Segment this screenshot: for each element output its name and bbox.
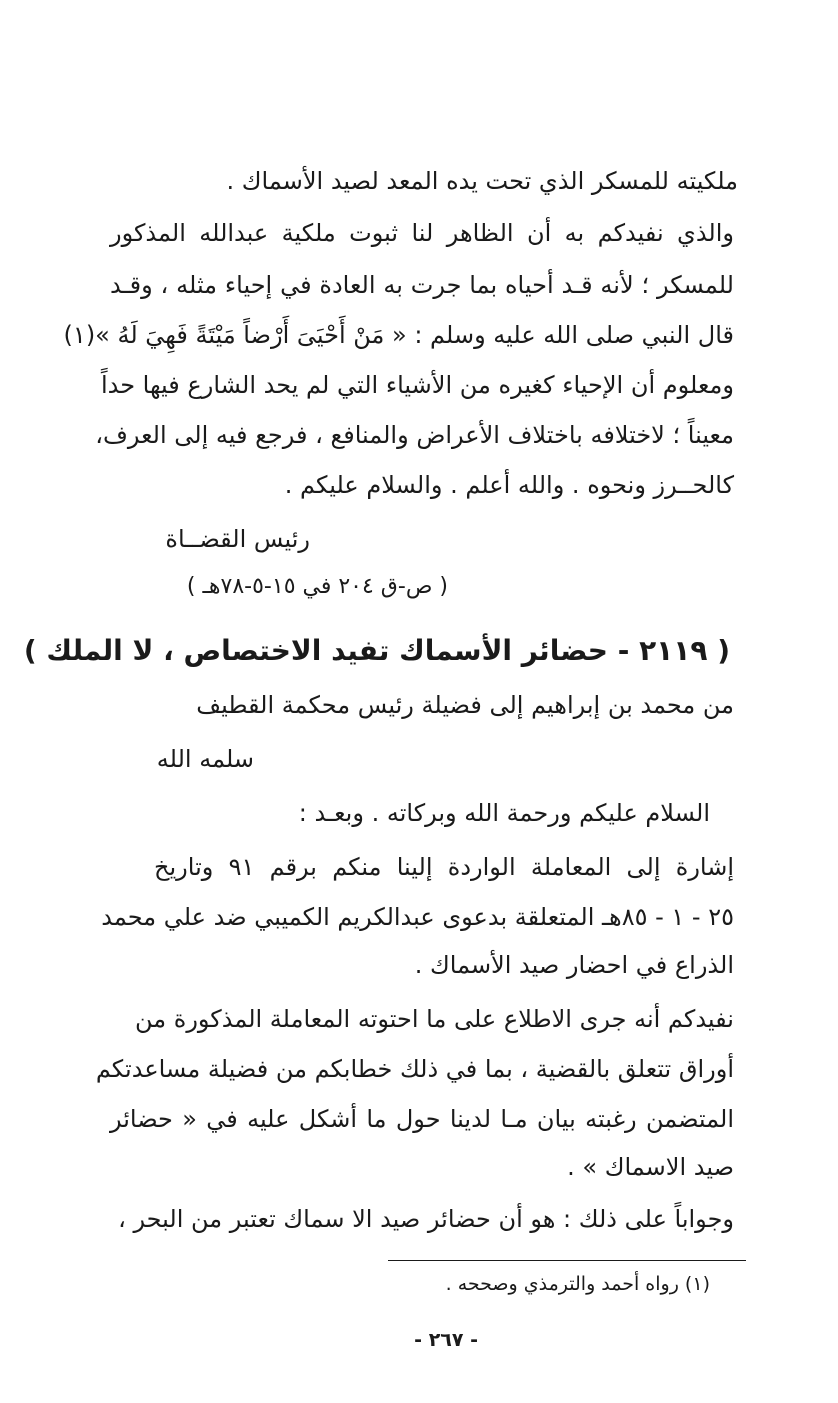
address-line: من محمد بن إبراهيم إلى فضيلة رئيس محكمة القطيف [196, 691, 734, 719]
text-line: للمسكر ؛ لأنه قـد أحياه بما جرت به العادة في إحياء مثله ، وقـد [110, 271, 734, 299]
text-line: والذي نفيدكم به أن الظاهر لنا ثبوت ملكية عبدالله المذكور [110, 219, 734, 247]
text-line: الذراع في احضار صيد الأسماك . [414, 951, 734, 979]
text-line: أوراق تتعلق بالقضية ، بما في ذلك خطابكم من فضيلة مساعدتكم [95, 1055, 734, 1083]
section-title: ( ٢١١٩ - حضائر الأسماك تفيد الاختصاص ، لا الملك ) [23, 634, 730, 667]
text-line: نفيدكم أنه جرى الاطلاع على ما احتوته المعاملة المذكورة من [134, 1005, 734, 1033]
text-line: وجواباً على ذلك : هو أن حضائر صيد الا سماك تعتبر من البحر ، [118, 1205, 734, 1233]
footnote-divider [388, 1260, 746, 1261]
text-line: ٢٥ - ١ - ٨٥هـ المتعلقة بدعوى عبدالكريم الكميبي ضد علي محمد [101, 903, 734, 931]
reference: ( ص-ق ٢٠٤ في ١٥-٥-٧٨هـ ) [186, 574, 448, 599]
text-line: إشارة إلى المعاملة الواردة إلينا منكم برقم ٩١ وتاريخ [154, 853, 734, 881]
greeting: السلام عليكم ورحمة الله وبركاته . وبعـد : [298, 799, 710, 827]
address-line: سلمه الله [156, 745, 254, 773]
page-number: - ٢٦٧ - [414, 1329, 478, 1351]
signature: رئيس القضــاة [165, 525, 310, 553]
hadith-line: قال النبي صلى الله عليه وسلم : « مَنْ أَحْيَىَ أَرْضاً مَيْتَةً فَهِيَ لَهُ »(١) [63, 321, 734, 349]
text-line: المتضمن رغبته بيان مـا لدينا حول ما أشكل عليه في « حضائر [110, 1105, 734, 1133]
text-line: كالحــرز ونحوه . والله أعلم . والسلام عليكم . [284, 471, 734, 499]
text-line: معيناً ؛ لاختلافه باختلاف الأعراض والمنافع ، فرجع فيه إلى العرف، [95, 421, 734, 449]
text-line: صيد الاسماك » . [567, 1153, 734, 1181]
text-line: ومعلوم أن الإحياء كغيره من الأشياء التي لم يحد الشارع فيها حداً [100, 371, 734, 399]
footnote: (١) رواه أحمد والترمذي وصححه . [445, 1273, 710, 1295]
text-line: ملكيته للمسكر الذي تحت يده المعد لصيد الأسماك . [226, 167, 738, 195]
